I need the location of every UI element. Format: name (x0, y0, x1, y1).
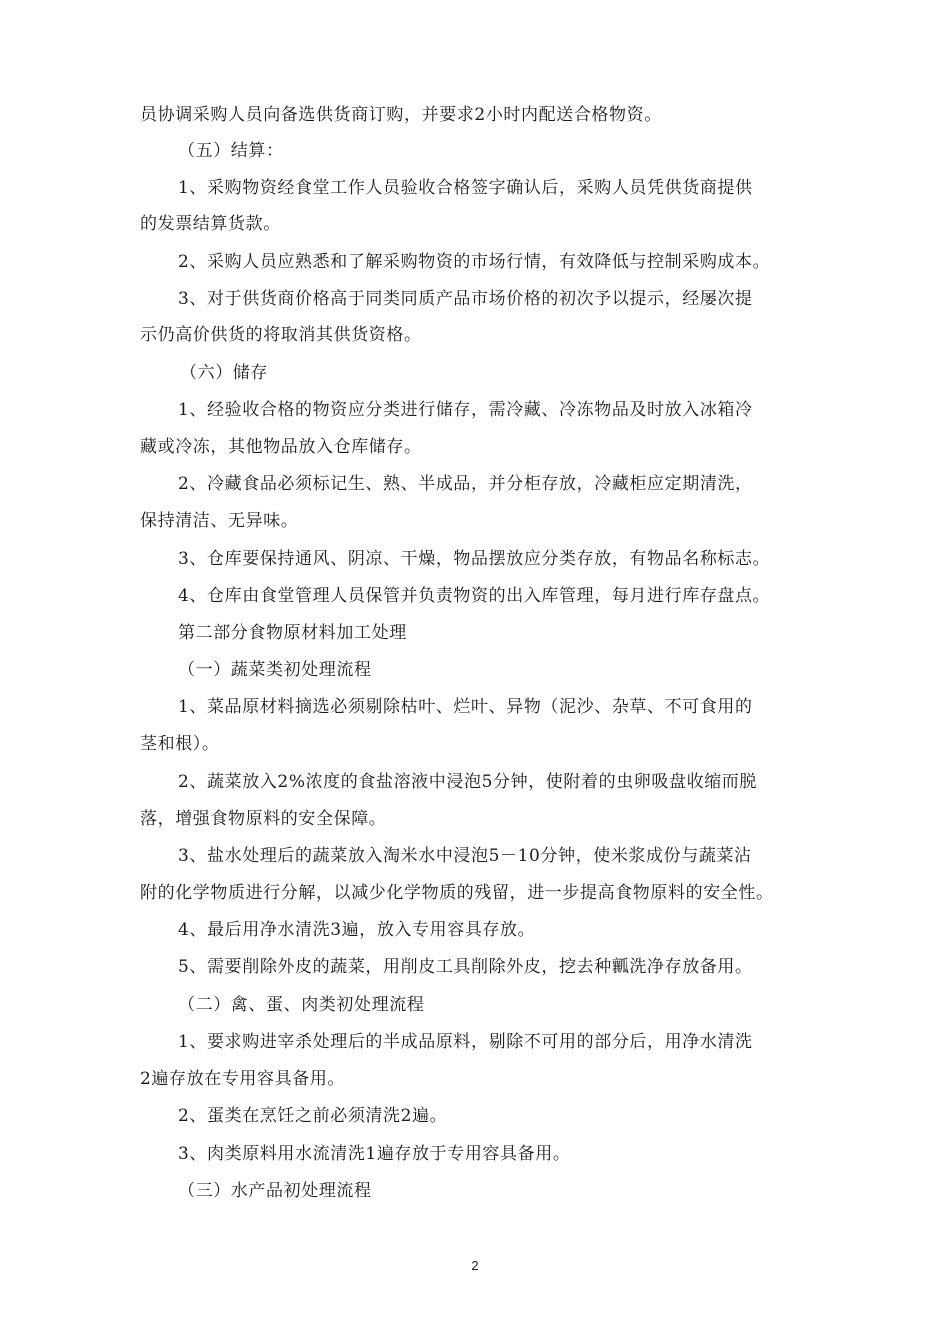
text-line: 附的化学物质进行分解，以减少化学物质的残留，进一步提高食物原料的安全性。 (140, 883, 774, 903)
text-line: 1、要求购进宰杀处理后的半成品原料，剔除不可用的部分后，用净水清洗 (178, 1032, 753, 1052)
text-line: 5、需要削除外皮的蔬菜，用削皮工具削除外皮，挖去种瓤洗净存放备用。 (178, 957, 753, 977)
text-line: 3、对于供货商价格高于同类同质产品市场价格的初次予以提示，经屡次提 (178, 289, 753, 309)
text-line: 2、蛋类在烹饪之前必须清洗2遍。 (178, 1106, 448, 1126)
text-line: 2遍存放在专用容具备用。 (140, 1069, 346, 1089)
text-line: 3、肉类原料用水流清洗1遍存放于专用容具备用。 (178, 1144, 571, 1164)
text-line: 1、采购物资经食堂工作人员验收合格签字确认后，采购人员凭供货商提供 (178, 178, 753, 198)
text-line: 3、仓库要保持通风、阴凉、干燥，物品摆放应分类存放，有物品名称标志。 (178, 549, 771, 569)
text-line: 2、采购人员应熟悉和了解采购物资的市场行情，有效降低与控制采购成本。 (178, 252, 771, 272)
text-line: 茎和根）。 (140, 734, 220, 754)
section-heading: （一）蔬菜类初处理流程 (178, 660, 372, 680)
section-heading: （二）禽、蛋、肉类初处理流程 (178, 995, 425, 1015)
text-line: 藏或冷冻，其他物品放入仓库储存。 (140, 437, 422, 457)
text-line: 的发票结算货款。 (140, 214, 281, 234)
part-heading: 第二部分食物原材料加工处理 (178, 623, 407, 643)
text-line: 4、最后用净水清洗3遍，放入专用容具存放。 (178, 920, 536, 940)
page-number: 2 (471, 1258, 479, 1273)
text-line: 1、经验收合格的物资应分类进行储存，需冷藏、冷冻物品及时放入冰箱冷 (178, 400, 753, 420)
text-line: 4、仓库由食堂管理人员保管并负责物资的出入库管理，每月进行库存盘点。 (178, 586, 771, 606)
section-heading: （六）储存 (180, 363, 268, 383)
text-line: 3、盐水处理后的蔬菜放入淘米水中浸泡5－10分钟，使米浆成份与蔬菜沾 (178, 846, 752, 866)
text-line: 员协调采购人员向备选供货商订购，并要求2小时内配送合格物资。 (140, 105, 662, 125)
text-line: 1、菜品原材料摘选必须剔除枯叶、烂叶、异物（泥沙、杂草、不可食用的 (178, 697, 753, 717)
text-line: 保持清洁、无异味。 (140, 511, 299, 531)
text-line: 2、冷藏食品必须标记生、熟、半成品，并分柜存放，冷藏柜应定期清洗， (178, 474, 753, 494)
text-line: 落，增强食物原料的安全保障。 (140, 809, 387, 829)
text-line: 2、蔬菜放入2%浓度的食盐溶液中浸泡5分钟，使附着的虫卵吸盘收缩而脱 (178, 772, 757, 792)
section-heading: （五）结算： (178, 141, 284, 161)
section-heading: （三）水产品初处理流程 (178, 1181, 372, 1201)
text-line: 示仍高价供货的将取消其供货资格。 (140, 325, 422, 345)
